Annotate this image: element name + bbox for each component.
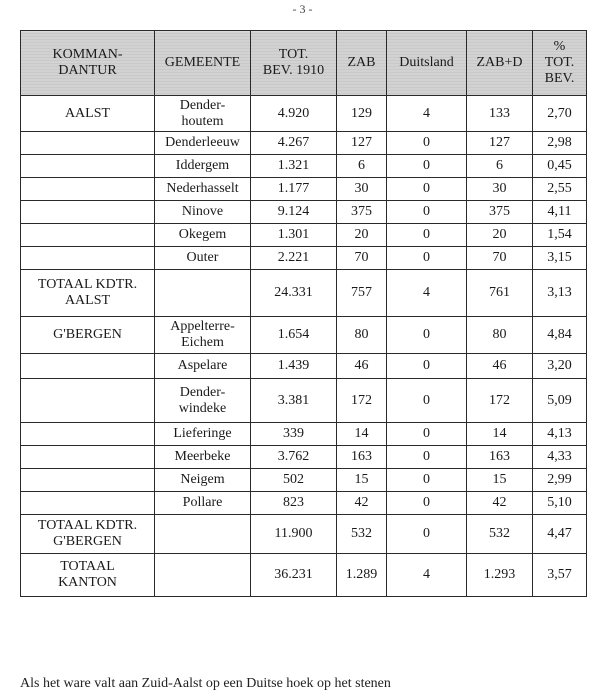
cell-duitsland: 4 [387, 96, 467, 132]
table-row [21, 178, 587, 201]
cell-gemeente: Aspelare [155, 354, 251, 379]
cell-zab-d: 375 [467, 201, 533, 224]
cell-duitsland: 0 [387, 515, 467, 554]
cell-zab: 15 [337, 469, 387, 492]
header-zab-d: ZAB+D [467, 31, 533, 96]
table-row [21, 224, 587, 247]
cell-duitsland: 0 [387, 224, 467, 247]
cell-gemeente: Dender- houtem [155, 96, 251, 132]
cell-zab: 757 [337, 270, 387, 317]
cell-percent: 3,15 [533, 247, 587, 270]
cell-gemeente: Meerbeke [155, 446, 251, 469]
cell-kommandantur: AALST [21, 96, 155, 132]
cell-zab: 70 [337, 247, 387, 270]
cell-tot-bev-1910: 9.124 [251, 201, 337, 224]
cell-tot-bev-1910: 502 [251, 469, 337, 492]
cell-tot-bev-1910: 1.439 [251, 354, 337, 379]
cell-duitsland: 0 [387, 201, 467, 224]
cell-percent: 0,45 [533, 155, 587, 178]
cell-gemeente: Lieferinge [155, 423, 251, 446]
cell-gemeente: Denderleeuw [155, 132, 251, 155]
cell-tot-bev-1910: 36.231 [251, 554, 337, 597]
cell-percent: 1,54 [533, 224, 587, 247]
cell-tot-bev-1910: 4.267 [251, 132, 337, 155]
cell-zab-d: 46 [467, 354, 533, 379]
header-zab: ZAB [337, 31, 387, 96]
table-row [21, 317, 587, 354]
cell-kommandantur [21, 379, 155, 423]
table-header [21, 31, 587, 96]
header-tot-bev-1910: TOT. BEV. 1910 [251, 31, 337, 96]
cell-duitsland: 0 [387, 379, 467, 423]
cell-zab-d: 172 [467, 379, 533, 423]
cell-zab-d: 532 [467, 515, 533, 554]
cell-percent: 5,09 [533, 379, 587, 423]
cell-zab: 80 [337, 317, 387, 354]
cell-gemeente: Nederhasselt [155, 178, 251, 201]
cell-percent: 2,70 [533, 96, 587, 132]
cell-kommandantur [21, 247, 155, 270]
cell-tot-bev-1910: 823 [251, 492, 337, 515]
cell-gemeente: Neigem [155, 469, 251, 492]
cell-zab: 172 [337, 379, 387, 423]
cell-percent: 4,13 [533, 423, 587, 446]
table-row [21, 155, 587, 178]
cell-zab-d: 127 [467, 132, 533, 155]
continuation-text: Als het ware valt aan Zuid-Aalst op een Duitse hoek op het stenen [20, 676, 391, 691]
cell-tot-bev-1910: 339 [251, 423, 337, 446]
cell-percent: 4,84 [533, 317, 587, 354]
cell-gemeente: Dender- windeke [155, 379, 251, 423]
cell-zab: 46 [337, 354, 387, 379]
cell-zab: 30 [337, 178, 387, 201]
cell-zab-d: 133 [467, 96, 533, 132]
cell-kommandantur [21, 423, 155, 446]
cell-zab: 14 [337, 423, 387, 446]
table-row [21, 201, 587, 224]
cell-percent: 3,57 [533, 554, 587, 597]
cell-duitsland: 0 [387, 492, 467, 515]
cell-percent: 3,20 [533, 354, 587, 379]
cell-tot-bev-1910: 3.762 [251, 446, 337, 469]
cell-duitsland: 4 [387, 554, 467, 597]
cell-zab: 1.289 [337, 554, 387, 597]
cell-tot-bev-1910: 1.177 [251, 178, 337, 201]
cell-tot-bev-1910: 1.321 [251, 155, 337, 178]
cell-tot-bev-1910: 24.331 [251, 270, 337, 317]
table-row [21, 270, 587, 317]
table-row [21, 354, 587, 379]
table-row [21, 423, 587, 446]
cell-gemeente [155, 515, 251, 554]
cell-duitsland: 0 [387, 178, 467, 201]
cell-duitsland: 0 [387, 317, 467, 354]
cell-percent: 2,55 [533, 178, 587, 201]
cell-gemeente: Iddergem [155, 155, 251, 178]
cell-zab-d: 6 [467, 155, 533, 178]
header-percent-tot-bev: % TOT. BEV. [533, 31, 587, 96]
cell-tot-bev-1910: 2.221 [251, 247, 337, 270]
table-row [21, 492, 587, 515]
cell-duitsland: 0 [387, 354, 467, 379]
cell-tot-bev-1910: 11.900 [251, 515, 337, 554]
cell-kommandantur: TOTAAL KANTON [21, 554, 155, 597]
cell-kommandantur [21, 132, 155, 155]
cell-zab-d: 20 [467, 224, 533, 247]
cell-percent: 3,13 [533, 270, 587, 317]
cell-gemeente [155, 554, 251, 597]
cell-zab: 375 [337, 201, 387, 224]
table-row [21, 446, 587, 469]
cell-percent: 4,47 [533, 515, 587, 554]
cell-percent: 2,98 [533, 132, 587, 155]
cell-zab-d: 42 [467, 492, 533, 515]
table-row [21, 469, 587, 492]
table-body [21, 96, 587, 597]
cell-kommandantur: TOTAAL KDTR. G'BERGEN [21, 515, 155, 554]
cell-kommandantur [21, 492, 155, 515]
cell-zab: 6 [337, 155, 387, 178]
cell-kommandantur: G'BERGEN [21, 317, 155, 354]
page-number: - 3 - [292, 2, 313, 16]
cell-kommandantur [21, 224, 155, 247]
cell-zab: 163 [337, 446, 387, 469]
cell-percent: 4,11 [533, 201, 587, 224]
cell-kommandantur [21, 469, 155, 492]
cell-tot-bev-1910: 1.654 [251, 317, 337, 354]
population-table [20, 30, 587, 597]
cell-gemeente: Appelterre- Eichem [155, 317, 251, 354]
table-row [21, 554, 587, 597]
cell-percent: 4,33 [533, 446, 587, 469]
cell-duitsland: 4 [387, 270, 467, 317]
cell-duitsland: 0 [387, 446, 467, 469]
cell-gemeente: Ninove [155, 201, 251, 224]
cell-gemeente: Outer [155, 247, 251, 270]
cell-tot-bev-1910: 4.920 [251, 96, 337, 132]
cell-kommandantur [21, 178, 155, 201]
cell-zab: 129 [337, 96, 387, 132]
cell-gemeente: Pollare [155, 492, 251, 515]
cell-tot-bev-1910: 1.301 [251, 224, 337, 247]
cell-kommandantur [21, 446, 155, 469]
cell-zab-d: 80 [467, 317, 533, 354]
cell-duitsland: 0 [387, 423, 467, 446]
header-duitsland: Duitsland [387, 31, 467, 96]
cell-zab-d: 163 [467, 446, 533, 469]
cell-kommandantur: TOTAAL KDTR. AALST [21, 270, 155, 317]
cell-zab-d: 14 [467, 423, 533, 446]
cell-zab-d: 1.293 [467, 554, 533, 597]
table-row [21, 247, 587, 270]
cell-gemeente [155, 270, 251, 317]
table-row [21, 132, 587, 155]
cell-zab: 532 [337, 515, 387, 554]
cell-zab-d: 70 [467, 247, 533, 270]
cell-kommandantur [21, 354, 155, 379]
header-row [21, 31, 587, 96]
table-row [21, 515, 587, 554]
cell-duitsland: 0 [387, 132, 467, 155]
cell-duitsland: 0 [387, 247, 467, 270]
cell-zab-d: 761 [467, 270, 533, 317]
cell-duitsland: 0 [387, 469, 467, 492]
cell-zab: 20 [337, 224, 387, 247]
cell-duitsland: 0 [387, 155, 467, 178]
cell-tot-bev-1910: 3.381 [251, 379, 337, 423]
header-gemeente: GEMEENTE [155, 31, 251, 96]
cell-percent: 5,10 [533, 492, 587, 515]
table-row [21, 96, 587, 132]
table-row [21, 379, 587, 423]
cell-gemeente: Okegem [155, 224, 251, 247]
cell-kommandantur [21, 155, 155, 178]
cell-zab: 127 [337, 132, 387, 155]
cell-kommandantur [21, 201, 155, 224]
cell-zab: 42 [337, 492, 387, 515]
cell-percent: 2,99 [533, 469, 587, 492]
cell-zab-d: 15 [467, 469, 533, 492]
cell-zab-d: 30 [467, 178, 533, 201]
header-kommandantur: KOMMAN- DANTUR [21, 31, 155, 96]
